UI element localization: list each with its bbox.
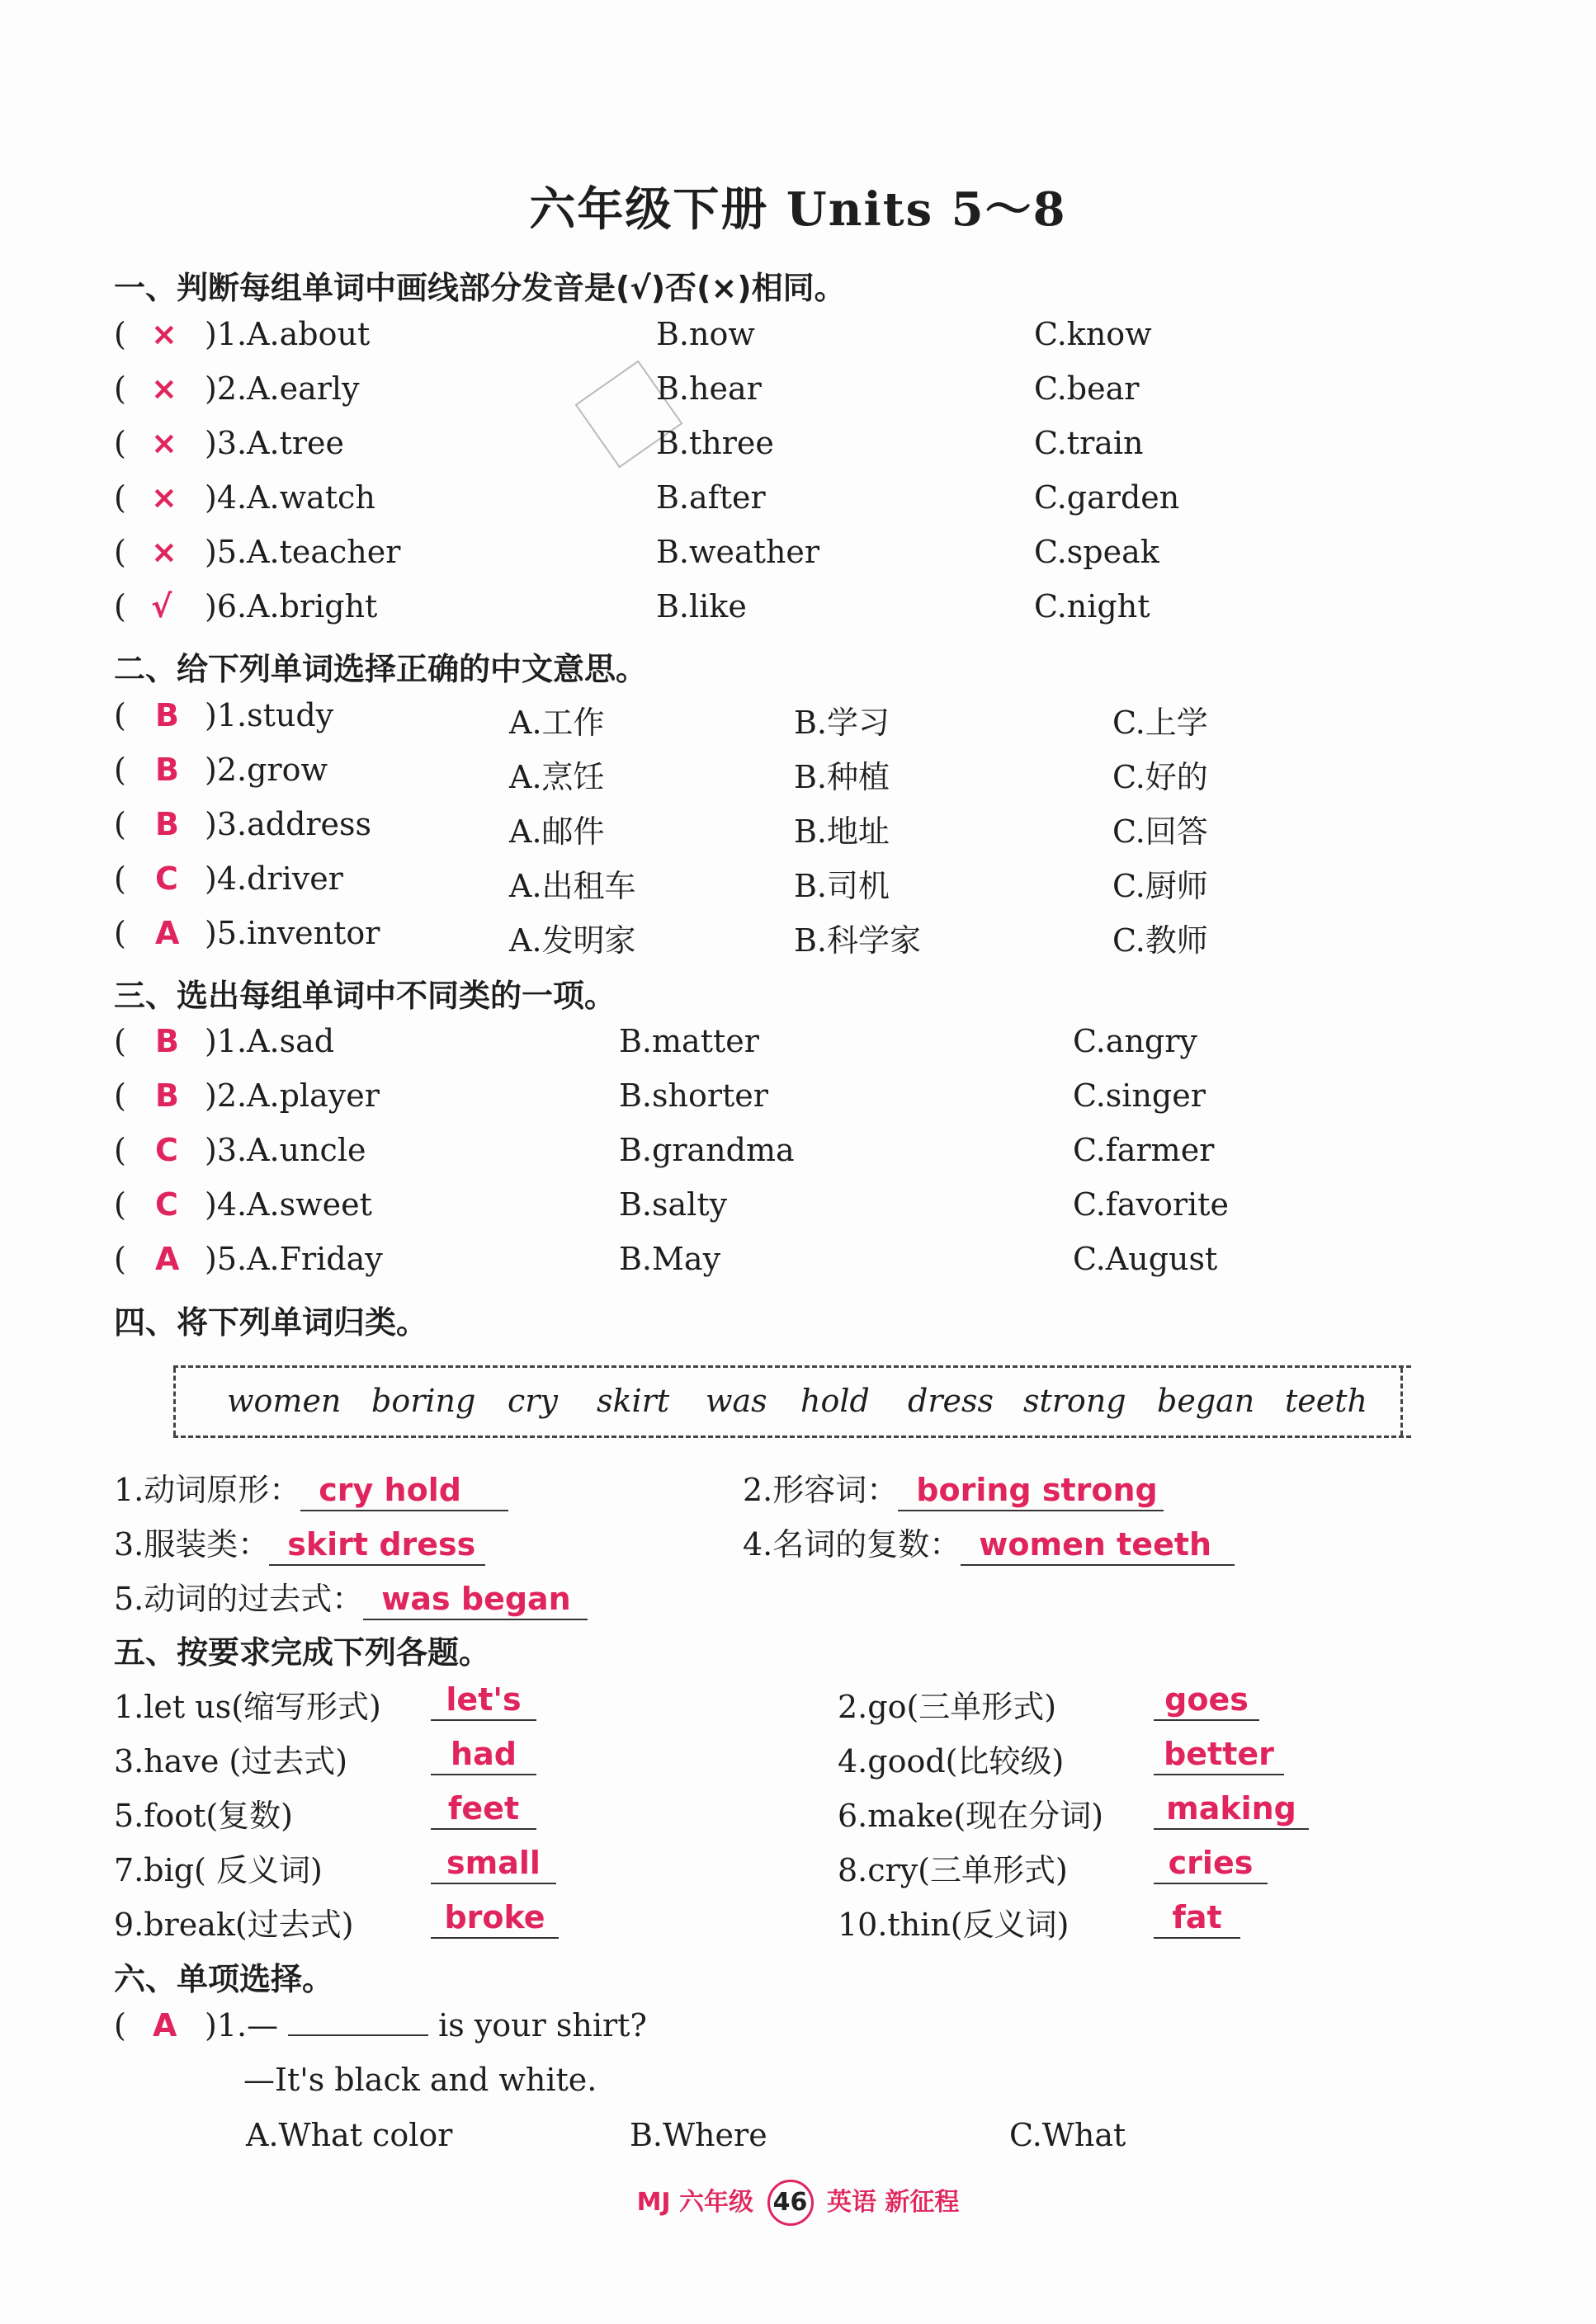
paren-open: ( (114, 752, 126, 788)
question-text: )1.A.sad (205, 1023, 335, 1059)
paren-open: ( (114, 1186, 126, 1223)
option-b: B.司机 (794, 868, 890, 904)
mc-question-stem: )1.— is your shirt? (205, 2007, 647, 2044)
option-b: B.salty (619, 1186, 728, 1223)
word-bank-word: skirt (597, 1383, 670, 1419)
answer-mark: √ (151, 588, 172, 625)
transform-question: 5.foot(复数) (114, 1798, 293, 1834)
option-c: C.上学 (1112, 705, 1208, 741)
option-b: B.hear (656, 370, 762, 407)
paren-open: ( (114, 1241, 126, 1277)
transform-question: 6.make(现在分词) (838, 1798, 1104, 1834)
option-b: B.种植 (794, 759, 890, 795)
question-text: )5.A.teacher (205, 534, 401, 570)
answer-mark: × (151, 425, 177, 461)
transform-question: 3.have (过去式) (114, 1743, 348, 1780)
answer-mark: C (155, 860, 178, 897)
option-b: B.地址 (794, 813, 890, 850)
paren-open: ( (114, 425, 126, 461)
option-a: A.邮件 (509, 813, 605, 850)
option-b: B.科学家 (794, 922, 922, 959)
classify-item: 1.动词原形： cry hold (114, 1464, 508, 1511)
answer-mark: A (155, 915, 180, 951)
question-text: )5.inventor (205, 915, 380, 951)
paren-open: ( (114, 2007, 126, 2044)
paren-open: ( (114, 860, 126, 897)
transform-question: 9.break(过去式) (114, 1907, 354, 1943)
option-b: B.Where (630, 2117, 767, 2153)
transform-question: 2.go(三单形式) (838, 1689, 1057, 1725)
word-bank-word: cry (508, 1383, 558, 1419)
option-c: C.angry (1073, 1023, 1197, 1059)
transform-question: 1.let us(缩写形式) (114, 1689, 381, 1725)
footer-series: 英语 新征程 (826, 2188, 960, 2217)
word-bank-word: women (227, 1383, 342, 1419)
answer-mark: × (151, 370, 177, 407)
transform-question: 8.cry(三单形式) (838, 1852, 1068, 1888)
answer-mark: B (155, 752, 179, 788)
transform-question: 7.big( 反义词) (114, 1852, 323, 1888)
answer-mark: × (151, 316, 177, 352)
option-c: C.farmer (1073, 1132, 1215, 1168)
transform-question: 10.thin(反义词) (838, 1907, 1070, 1943)
option-c: C.bear (1034, 370, 1140, 407)
transform-answer: cries (1154, 1845, 1268, 1884)
option-a: A.烹饪 (509, 759, 605, 795)
classify-item: 4.名词的复数： women teeth (743, 1519, 1235, 1566)
transform-question: 4.good(比较级) (838, 1743, 1065, 1780)
option-b: B.matter (619, 1023, 759, 1059)
transform-answer: broke (431, 1899, 559, 1939)
option-c: C.August (1073, 1241, 1218, 1277)
option-c: C.厨师 (1112, 868, 1208, 904)
answer-mark: × (151, 479, 177, 516)
classify-answer: skirt dress (269, 1526, 485, 1566)
option-c: C.What (1009, 2117, 1126, 2153)
classify-answer: women teeth (961, 1526, 1235, 1566)
word-bank-left-edge (173, 1368, 184, 1435)
word-bank-word: began (1157, 1383, 1255, 1419)
answer-mark: B (155, 697, 179, 733)
word-bank-word: boring (371, 1383, 476, 1419)
classify-item: 3.服装类： skirt dress (114, 1519, 485, 1566)
option-a: A.出租车 (509, 868, 636, 904)
word-bank-word: dress (908, 1383, 994, 1419)
answer-mark: B (155, 1023, 179, 1059)
mc-question-reply: —It's black and white. (243, 2062, 597, 2098)
option-c: C.favorite (1073, 1186, 1229, 1223)
option-b: B.after (656, 479, 766, 516)
question-text: )5.A.Friday (205, 1241, 383, 1277)
question-text: )3.address (205, 806, 372, 842)
section-4-heading: 四、将下列单词归类。 (114, 1304, 428, 1341)
option-b: B.shorter (619, 1077, 768, 1114)
word-bank-word: strong (1023, 1383, 1126, 1419)
section-6-heading: 六、单项选择。 (114, 1961, 334, 1997)
paren-open: ( (114, 915, 126, 951)
option-c: C.garden (1034, 479, 1180, 516)
transform-answer: feet (431, 1790, 536, 1830)
word-bank-word: hold (800, 1383, 870, 1419)
option-b: B.now (656, 316, 755, 352)
question-text: )4.A.sweet (205, 1186, 372, 1223)
answer-mark: A (153, 2007, 177, 2044)
answer-mark: A (155, 1241, 180, 1277)
option-c: C.教师 (1112, 922, 1208, 959)
option-b: B.grandma (619, 1132, 795, 1168)
option-a: A.工作 (509, 705, 605, 741)
classify-answer: cry hold (300, 1472, 508, 1511)
classify-item: 2.形容词： boring strong (743, 1464, 1164, 1511)
paren-open: ( (114, 588, 126, 625)
word-bank-word: teeth (1285, 1383, 1367, 1419)
transform-answer: making (1154, 1790, 1309, 1830)
question-text: )4.driver (205, 860, 343, 897)
paren-open: ( (114, 697, 126, 733)
option-b: B.like (656, 588, 747, 625)
answer-mark: × (151, 534, 177, 570)
option-b: B.three (656, 425, 774, 461)
word-bank-right-edge (1400, 1368, 1411, 1435)
classify-answer: was began (363, 1581, 588, 1620)
option-c: C.know (1034, 316, 1152, 352)
section-2-heading: 二、给下列单词选择正确的中文意思。 (114, 651, 648, 687)
footer-grade: MJ 六年级 (636, 2188, 754, 2217)
option-b: B.May (619, 1241, 721, 1277)
paren-open: ( (114, 370, 126, 407)
question-text: )6.A.bright (205, 588, 378, 625)
transform-answer: small (431, 1845, 556, 1884)
answer-mark: B (155, 1077, 179, 1114)
question-text: )1.A.about (205, 316, 371, 352)
section-3-heading: 三、选出每组单词中不同类的一项。 (114, 978, 616, 1014)
transform-answer: had (431, 1736, 536, 1775)
paren-open: ( (114, 806, 126, 842)
transform-answer: goes (1154, 1681, 1259, 1721)
option-c: C.好的 (1112, 759, 1208, 795)
paren-open: ( (114, 479, 126, 516)
classify-item: 5.动词的过去式： was began (114, 1573, 588, 1620)
word-bank-word: was (706, 1383, 767, 1419)
option-c: C.night (1034, 588, 1150, 625)
option-b: B.学习 (794, 705, 890, 741)
answer-mark: B (155, 806, 179, 842)
page-number: 46 (767, 2180, 814, 2226)
paren-open: ( (114, 1077, 126, 1114)
option-c: C.回答 (1112, 813, 1208, 850)
question-text: )3.A.tree (205, 425, 345, 461)
answer-mark: C (155, 1132, 178, 1168)
paren-open: ( (114, 534, 126, 570)
option-c: C.singer (1073, 1077, 1206, 1114)
paren-open: ( (114, 316, 126, 352)
answer-mark: C (155, 1186, 178, 1223)
option-c: C.train (1034, 425, 1144, 461)
paren-open: ( (114, 1023, 126, 1059)
transform-answer: let's (431, 1681, 536, 1721)
section-1-heading: 一、判断每组单词中画线部分发音是(√)否(×)相同。 (114, 270, 846, 306)
section-5-heading: 五、按要求完成下列各题。 (114, 1634, 491, 1671)
option-b: B.weather (656, 534, 820, 570)
classify-answer: boring strong (898, 1472, 1164, 1511)
option-a: A.What color (246, 2117, 453, 2153)
paren-open: ( (114, 1132, 126, 1168)
question-text: )3.A.uncle (205, 1132, 366, 1168)
option-c: C.speak (1034, 534, 1159, 570)
question-text: )4.A.watch (205, 479, 375, 516)
page-footer (0, 2180, 1596, 2226)
page-title: 六年级下册 Units 5～8 (529, 182, 1067, 237)
question-text: )1.study (205, 697, 334, 733)
question-text: )2.grow (205, 752, 328, 788)
question-text: )2.A.early (205, 370, 360, 407)
word-bank-box (173, 1365, 1411, 1438)
question-text: )2.A.player (205, 1077, 380, 1114)
transform-answer: fat (1154, 1899, 1240, 1939)
transform-answer: better (1154, 1736, 1284, 1775)
option-a: A.发明家 (509, 922, 636, 959)
